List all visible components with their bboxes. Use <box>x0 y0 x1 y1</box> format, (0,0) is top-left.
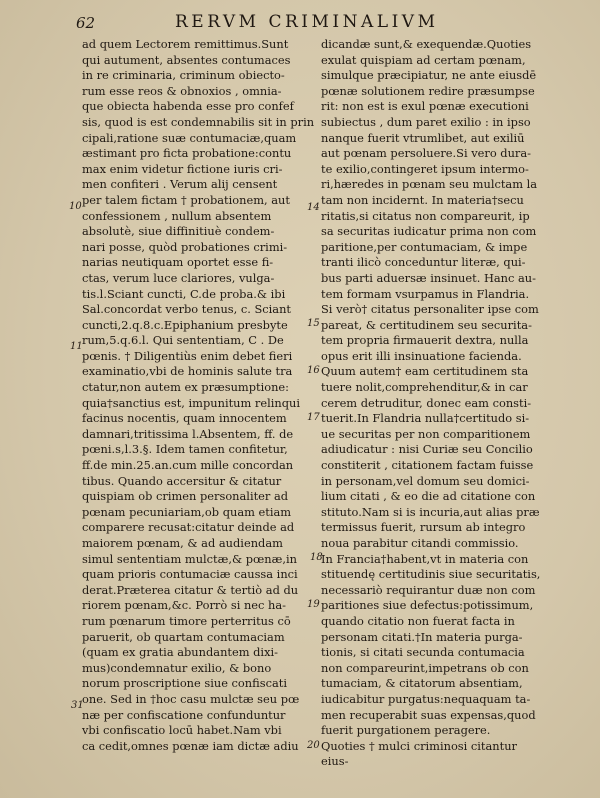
text-line: tem propria firmauerit dextra, nulla <box>321 333 529 348</box>
text-line: quando citatio non fuerat facta in <box>321 613 515 628</box>
text-line: simul sententiam mulctæ,& pœnæ,in <box>82 551 297 566</box>
text-line: lium citati , & eo die ad citatione con <box>321 489 536 504</box>
text-line: qui autument, absentes contumaces <box>82 52 291 67</box>
text-line: facinus nocentis, quam innocentem <box>82 411 287 426</box>
text-line: sis, quod is est condemnabilis sit in prin <box>82 114 315 129</box>
running-title: RERVM CRIMINALIVM <box>175 12 439 32</box>
text-line: quam prioris contumaciæ caussa inci <box>82 567 298 582</box>
text-line: examinatio,vbi de hominis salute tra <box>82 364 293 379</box>
text-line: in re criminaria, criminum obiecto- <box>82 68 285 83</box>
text-line: norum proscriptione siue confiscati <box>82 676 287 691</box>
text-line: ritatis,si citatus non compareurit, ip <box>321 208 530 223</box>
text-line: riorem pœnam,&c. Porrò si nec ha- <box>82 598 287 613</box>
text-line: tumaciam, & citatorum absentiam, <box>321 676 523 691</box>
text-line: cipali,ratione suæ contumaciæ,quam <box>82 130 297 145</box>
text-line: tranti ilicò conceduntur literæ, qui- <box>321 255 526 270</box>
text-line: Quoties † mulci criminosi citantur <box>321 738 517 753</box>
text-line: dicandæ sunt,& exequendæ.Quoties <box>321 37 532 51</box>
text-line: Quum autem† eam certitudinem sta <box>321 364 529 379</box>
text-line: næ per confiscatione confunduntur <box>82 707 286 722</box>
text-line: nanque fuerit vtrumlibet, aut exiliū <box>321 130 525 145</box>
text-line: comparere recusat:citatur deinde ad <box>82 520 295 535</box>
page-number: 62 <box>76 14 96 32</box>
text-line: stituto.Nam si is incuria,aut alias præ <box>321 504 540 519</box>
text-line: rum pœnarum timore perterritus cō <box>82 613 291 628</box>
text-line: quispiam ob crimen personaliter ad <box>82 489 289 504</box>
text-line: narias neutiquam oportet esse fi- <box>82 255 274 270</box>
text-line: vbi confiscatio locū habet.Nam vbi <box>82 723 282 738</box>
text-line: necessariò requirantur duæ non com <box>321 582 536 597</box>
page-header <box>0 12 600 36</box>
text-line: ri,hæredes in pœnam seu mulctam la <box>321 177 538 192</box>
text-line: ad quem Lectorem remittimus.Sunt <box>82 37 289 51</box>
text-line: cerem detruditur, donec eam consti- <box>321 395 532 410</box>
text-line: ctatur,non autem ex præsumptione: <box>82 380 289 395</box>
text-line: aut pœnam persoluere.Si vero dura- <box>321 146 532 161</box>
text-line: confessionem , nullum absentem <box>82 208 272 223</box>
text-line: pœnam pecuniariam,ob quam etiam <box>82 504 292 519</box>
text-line: men confiteri . Verum alij censent <box>82 177 278 192</box>
text-line: rit: non est is exul pœnæ executioni <box>321 99 529 114</box>
text-line: paruerit, ob quartam contumaciam <box>82 629 285 644</box>
text-line: ue securitas per non comparitionem <box>321 426 531 441</box>
text-line: In Francia†habent,vt in materia con <box>321 551 529 566</box>
text-line: men recuperabit suas expensas,quod <box>321 707 536 722</box>
text-line: pœni.s,l.3.§. Idem tamen confitetur, <box>82 442 288 457</box>
text-line: one. Sed in †hoc casu mulctæ seu pœ <box>82 691 300 706</box>
text-line: mus)condemnatur exilio, & bono <box>82 660 272 675</box>
text-line: iudicabitur purgatus:nequaquam ta- <box>321 691 531 706</box>
text-line: in personam,vel domum seu domici- <box>321 473 530 488</box>
text-line: tem formam vsurpamus in Flandria. <box>321 286 530 301</box>
text-line: paritiones siue defectus:potissimum, <box>321 598 534 613</box>
margin-number-center: 17 <box>307 412 320 423</box>
text-line: max enim videtur fictione iuris cri- <box>82 161 283 176</box>
text-line: maiorem pœnam, & ad audiendam <box>82 536 283 550</box>
text-line: te exilio,contingeret ipsum intermo- <box>321 161 529 176</box>
text-line: paritione,per contumaciam, & impe <box>321 239 528 254</box>
text-line: per talem fictam † probationem, aut <box>82 192 290 207</box>
text-line: bus parti aduersæ insinuet. Hanc au- <box>321 270 536 285</box>
text-line: ca cedit,omnes pœnæ iam dictæ adiu <box>82 738 299 753</box>
text-line: damnari,tritissima l.Absentem, ff. de <box>82 426 294 441</box>
text-line: tionis, si citati secunda contumacia <box>321 645 525 660</box>
text-line: tibus. Quando accersitur & citatur <box>82 473 282 488</box>
text-line: (quam ex gratia abundantem dixi- <box>82 645 278 660</box>
text-line: ctas, verum luce clariores, vulga- <box>82 270 275 285</box>
text-line: æstimant pro ficta probatione:contu <box>82 146 292 161</box>
text-line: quia†sanctius est, impunitum relinqui <box>82 395 301 410</box>
text-line: termissus fuerit, rursum ab integro <box>321 520 526 535</box>
text-line: subiectus , dum paret exilio : in ipso <box>321 114 531 129</box>
text-line: Si verò† citatus personaliter ipse com <box>321 302 539 317</box>
text-line: tis.l.Sciant cuncti, C.de proba.& ibi <box>82 286 286 301</box>
right-column <box>321 37 571 770</box>
text-line: ff.de min.25.an.cum mille concordan <box>82 458 294 473</box>
text-line: non compareurint,impetrans ob con <box>321 660 529 675</box>
text-line: simulque præcipiatur, ne ante eiusdē <box>321 68 537 83</box>
margin-number-center: 16 <box>307 365 320 376</box>
text-line: eius- <box>321 754 349 769</box>
text-line: tam non incidernt. In materia†secu <box>321 192 524 207</box>
text-line: exulat quispiam ad certam pœnam, <box>321 52 526 67</box>
margin-number-left: 10 <box>69 201 82 212</box>
margin-number-center: 19 <box>307 599 320 610</box>
text-line: pareat, & certitudinem seu securita- <box>321 317 532 332</box>
margin-number-center: 18 <box>310 552 323 563</box>
text-line: stituendę certitudinis siue securitatis, <box>321 567 541 582</box>
text-line: tuere nolit,comprehenditur,& in car <box>321 380 528 395</box>
text-line: pœnæ solutionem redire præsumpse <box>321 83 535 98</box>
margin-number-left: 11 <box>70 341 83 352</box>
text-line: constiterit , citationem factam fuisse <box>321 458 534 473</box>
text-line: que obiecta habenda esse pro confef <box>82 99 294 114</box>
margin-number-center: 20 <box>307 740 320 751</box>
text-line: tuerit.In Flandria nulla†certitudo si- <box>321 411 530 426</box>
text-line: personam citati.†In materia purga- <box>321 629 523 644</box>
text-line: nari posse, quòd probationes crimi- <box>82 239 288 254</box>
text-line: pœnis. † Diligentiùs enim debet fieri <box>82 348 293 363</box>
margin-number-center: 14 <box>307 202 320 213</box>
text-line: opus erit illi insinuatione facienda. <box>321 348 522 363</box>
text-line: fuerit purgationem peragere. <box>321 723 491 738</box>
text-line: noua parabitur citandi commissio. <box>321 536 519 550</box>
text-line: Sal.concordat verbo tenus, c. Sciant <box>82 302 292 317</box>
text-line: adiudicatur : nisi Curiæ seu Concilio <box>321 442 533 457</box>
text-line: absolutè, siue diffinitiuè condem- <box>82 224 275 239</box>
text-line: cuncti,2.q.8.c.Epiphanium presbyte <box>82 317 288 332</box>
text-line: sa securitas iudicatur prima non com <box>321 224 537 239</box>
margin-number-left: 31 <box>71 700 84 711</box>
text-line: rum,5.q.6.l. Qui sententiam, C . De <box>82 333 284 348</box>
text-line: rum esse reos & obnoxios , omnia- <box>82 83 282 98</box>
text-line: derat.Præterea citatur & tertiò ad du <box>82 582 299 597</box>
left-column <box>82 37 316 754</box>
margin-number-center: 15 <box>307 318 320 329</box>
